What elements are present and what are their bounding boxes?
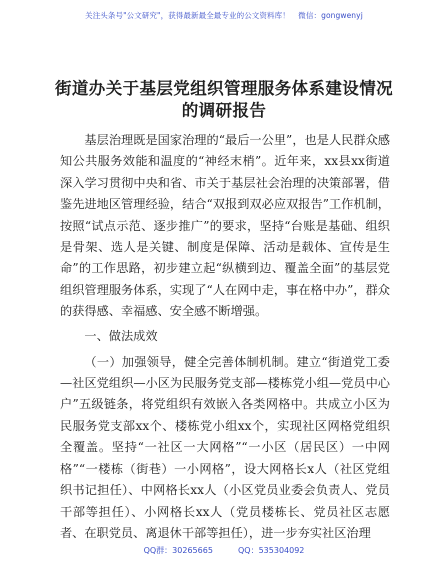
- document-title-line-1: 街道办关于基层党组织管理服务体系建设情况: [55, 79, 393, 98]
- footer-contacts: [0, 545, 448, 556]
- banner-promo-text: 关注头条号"公文研究"，获得最新最全最专业的公文资料库！: [85, 11, 290, 20]
- footer-qq-group: QQ群：30265665: [143, 546, 213, 555]
- document-title: [0, 78, 448, 122]
- document-body: [60, 130, 390, 544]
- section-heading-1: 一、做法成效: [84, 328, 158, 343]
- document-title-line-2: 的调研报告: [181, 101, 267, 120]
- footer-qq: QQ：535304092: [238, 546, 305, 555]
- header-banner: [0, 10, 448, 21]
- subsection-paragraph-1: （一）加强领导，健全完善体制机制。建立“街道党工委—社区党组织—小区为民服务党支部—楼栋党小组—党员中心户”五级链条，将党组织有效嵌入各类网格中。共成立小区为民服务党支部xx个、楼栋党小组xx个，实现社区网格党组织全覆盖。坚持“一社区一大网格”“一小区（居民区）一中网格”“一楼栋（街巷）一小网格”，设大网格长x人（社区党组织书记担任）、中网格长xx人（小区党员业委会负责人、党员干部等担任）、小网格长xx人（党员楼栋长、党员社区志愿者、在职党员、离退休干部等担任），进一步夯实社区治理: [60, 354, 390, 540]
- intro-paragraph: 基层治理既是国家治理的“最后一公里”，也是人民群众感知公共服务效能和温度的“神经末梢”。近年来，xx县xx街道深入学习贯彻中央和省、市关于基层社会治理的决策部署，借鉴先进地区管理经验，结合“双报到双必应双报告”工作机制，按照“试点示范、逐步推广”的要求，坚持“台账是基础、组织是骨架、选人是关键、制度是保障、活动是载体、宣传是生命”的工作思路，初步建立起“纵横到边、覆盖全面”的基层党组织管理服务体系，实现了“人在网中走，事在格中办”，群众的获得感、幸福感、安全感不断增强。: [60, 133, 390, 319]
- banner-contact-text: 微信：gongwenyj: [298, 11, 363, 20]
